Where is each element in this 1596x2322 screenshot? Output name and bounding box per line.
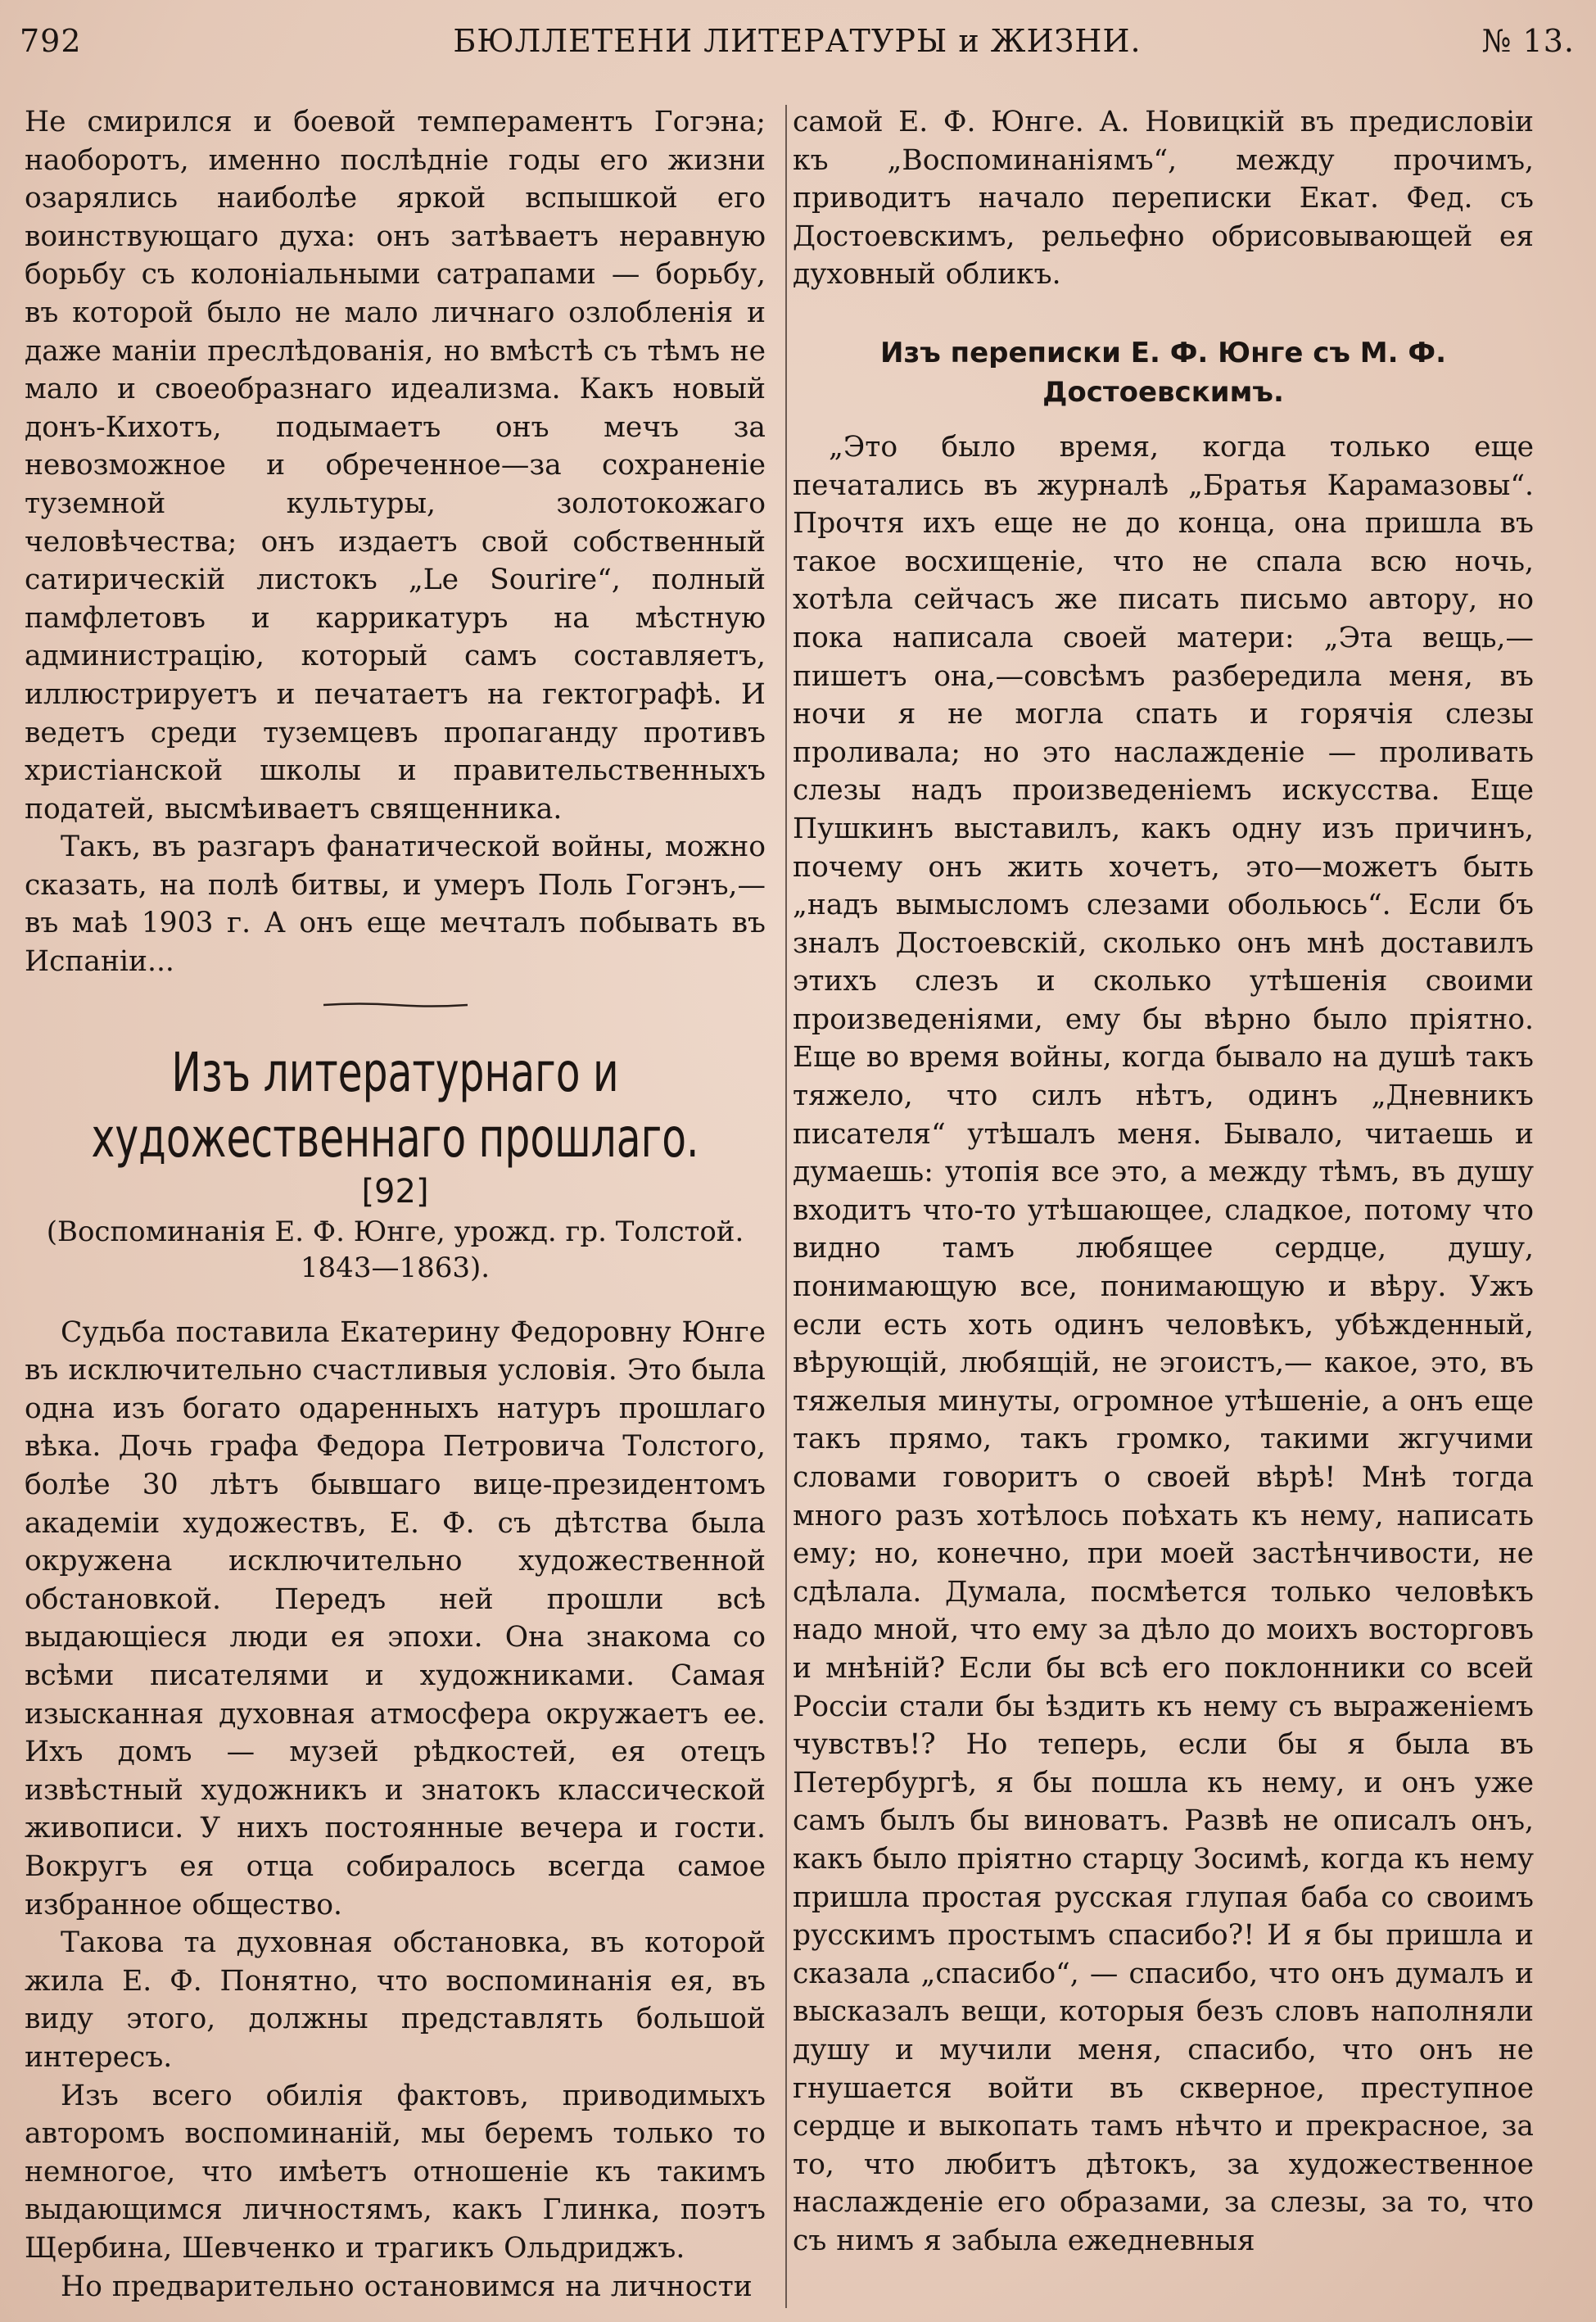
- section-divider-ornament: [323, 1003, 468, 1007]
- issue-number: № 13.: [1481, 23, 1575, 59]
- junge-continuation-paragraph: Но предварительно остановимся на личности: [61, 2270, 753, 2303]
- section-title: Изъ литературнаго и художественнаго прошлаго.: [91, 1040, 699, 1170]
- page-number: 792: [20, 23, 82, 59]
- gauguin-paragraph: Не смирился и боевой темпераментъ Гогэна; наоборотъ, именно послѣдніе годы его жизни озарялись наиболѣе яркой вспышкой его воинствующаго духа: онъ затѣваетъ неравную борьбу съ колоніальными сатрапами — борьбу, въ которой было не мало личнаго озлобленія и даже маніи преслѣдованія, но вмѣстѣ съ тѣмъ не мало и своеобразнаго идеализма. Какъ новый донъ-Кихотъ, подымаетъ онъ мечъ за невозможное и обреченное—за сохраненіе туземной культуры, золотокожаго человѣчества; онъ издаетъ свой собственный сатирическій листокъ „Le Sourire“, полный памфлетовъ и каррикатуръ на мѣстную администрацію, который самъ составляетъ, иллюстрируетъ и печатаетъ на гектографѣ. И ведетъ среди туземцевъ пропаганду противъ христіанской школы и правительственныхъ податей, высмѣиваетъ священника.: [25, 106, 766, 826]
- junge-selection-paragraph: Изъ всего обилія фактовъ, приводимыхъ авторомъ воспоминаній, мы беремъ только то немногое, что имѣетъ отношеніе къ такимъ выдающимся личностямъ, какъ Глинка, поэтъ Щербина, Шевченко и трагикъ Ольдриджъ.: [25, 2079, 766, 2265]
- dostoevsky-letter-paragraph: „Это было время, когда только еще печатались въ журналѣ „Братья Карамазовы“. Прочтя ихъ еще не до конца, она пришла въ такое восхищеніе, что не спала всю ночь, хотѣла сейчасъ же писать письмо автору, но пока написала своей матери: „Эта вещь,— пишетъ она,—совсѣмъ разбередила меня, въ ночи я не могла спать и горячія слезы проливала; но это наслажденіе — проливать слезы надъ произведеніемъ искусства. Еще Пушкинъ выставилъ, какъ одну изъ причинъ, почему онъ жить хочетъ, это—можетъ быть „надъ вымысломъ слезами обольюсь“. Если бъ зналъ Достоевскій, сколько онъ мнѣ доставилъ этихъ слезъ и сколько утѣшенія своими произведеніями, ему бы вѣрно было пріятно. Еще во время войны, когда бывало на душѣ такъ тяжело, что силъ нѣтъ, одинъ „Дневникъ писателя“ утѣшалъ меня. Бывало, читаешь и думаешь: утопія все это, а между тѣмъ, въ душу входитъ что-то утѣшающее, сладкое, потому что видно тамъ любящее сердце, душу, понимающую все, понимающую и вѣру. Ужъ если есть хоть одинъ человѣкъ, убѣжденный, вѣрующій, любящій, не эгоистъ,— какое, это, въ тяжелыя минуты, огромное утѣшеніе, а онъ еще такъ прямо, такъ громко, такими жгучими словами говоритъ о своей вѣрѣ! Мнѣ тогда много разъ хотѣлось поѣхать къ нему, написать ему; но, конечно, при моей застѣнчивости, не сдѣлала. Думала, посмѣется только человѣкъ надо мной, что ему за дѣло до моихъ восторговъ и мнѣній? Если бы всѣ его поклонники со всей Россіи стали бы ѣздить къ нему съ выраженіемъ чувствъ!? Но теперь, если бы я была въ Петербургѣ, я бы пошла къ нему, и онъ уже самъ былъ бы виноватъ. Развѣ не описалъ онъ, какъ было пріятно старцу Зосимѣ, когда къ нему пришла простая русская глупая баба со своимъ русскимъ простымъ спасибо?! И я бы пришла и сказала „спасибо“, — спасибо, что онъ думалъ и высказалъ вещи, которыя безъ словъ наполняли душу и мучили меня, спасибо, что онъ не гнушается войти въ скверное, преступное сердце и выкопать тамъ нѣчто и прекрасное, за то, что любитъ дѣтокъ, за художественное наслажденіе его образами, за слезы, за то, что съ нимъ я забыла ежедневныя: [793, 430, 1534, 2257]
- journal-title: БЮЛЛЕТЕНИ ЛИТЕРАТУРЫ и ЖИЗНИ.: [453, 23, 1142, 59]
- junge-intro-paragraph: Судьба поставила Екатерину Федоровну Юнге въ исключительно счастливыя условія. Это была одна изъ богато одаренныхъ натуръ прошлаго вѣка. Дочь графа Федора Петровича Толстого, болѣе 30 лѣтъ бывшаго вице-президентомъ академіи художествъ, Е. Ф. съ дѣтства была окружена исключительно художественной обстановкой. Передъ ней прошли всѣ выдающіеся люди ея эпохи. Она знакома со всѣми писателями и художниками. Самая изысканная духовная атмосфера окружаетъ ее. Ихъ домъ — музей рѣдкостей, ея отецъ извѣстный художникъ и знатокъ классической живописи. У нихъ постоянные вечера и гости. Вокругъ ея отца собиралось всегда самое избранное общество.: [25, 1315, 766, 1921]
- left-column: [25, 103, 766, 2306]
- junge-atmosphere-paragraph: Такова та духовная обстановка, въ которой жила Е. Ф. Понятно, что воспоминанія ея, въ виду этого, должны представлять большой интересъ.: [25, 1926, 766, 2074]
- correspondence-subtitle: Изъ переписки Е. Ф. Юнге съ М. Ф. Достоевскимъ.: [879, 336, 1447, 409]
- gauguin-death-paragraph: Такъ, въ разгаръ фанатической войны, можно сказать, на полѣ битвы, и умеръ Поль Гогэнъ,—въ маѣ 1903 г. А онъ еще мечталъ побывать въ Испаніи...: [25, 831, 766, 979]
- novitsky-paragraph: самой Е. Ф. Юнге. А. Новицкій въ предисловіи къ „Воспоминаніямъ“, между прочимъ, приводитъ начало переписки Екат. Фед. съ Достоевскимъ, рельефно обрисовывающей ея духовный обликъ.: [793, 106, 1534, 292]
- column-divider: [785, 105, 787, 2308]
- right-column: [793, 103, 1534, 2260]
- running-header: [20, 23, 1575, 62]
- section-number: [92]: [361, 1172, 429, 1211]
- source-note: (Воспоминанія Е. Ф. Юнге, урожд. гр. Толстой. 1843—1863).: [46, 1215, 744, 1284]
